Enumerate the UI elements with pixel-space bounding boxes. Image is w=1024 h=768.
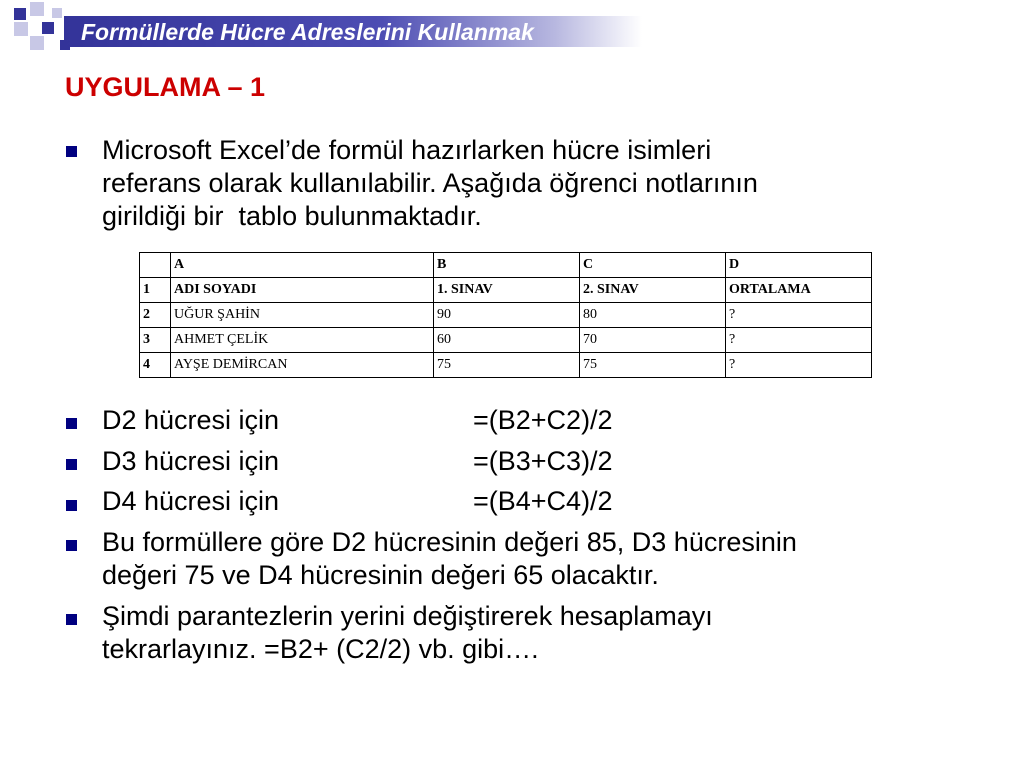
- column-header-b: B: [434, 253, 580, 278]
- table-cell: 80: [580, 303, 726, 328]
- formula-label: D4 hücresi için: [102, 486, 280, 516]
- table-corner-cell: [140, 253, 171, 278]
- table-cell: UĞUR ŞAHİN: [171, 303, 434, 328]
- table-cell: ORTALAMA: [726, 278, 872, 303]
- intro-line-2: referans olarak kullanılabilir. Aşağıda öğrenci notlarının: [102, 168, 758, 198]
- table-row: [140, 303, 872, 328]
- row-number: 4: [140, 353, 171, 378]
- table-row: [140, 353, 872, 378]
- table-cell: ?: [726, 353, 872, 378]
- formula-value: =(B2+C2)/2: [473, 405, 613, 435]
- table-cell: AHMET ÇELİK: [171, 328, 434, 353]
- table-cell: 1. SINAV: [434, 278, 580, 303]
- table-cell: ADI SOYADI: [171, 278, 434, 303]
- table-row: [140, 278, 872, 303]
- result-line-2: değeri 75 ve D4 hücresinin değeri 65 olacaktır.: [102, 560, 659, 590]
- table-cell: 60: [434, 328, 580, 353]
- table-row: [140, 328, 872, 353]
- column-header-d: D: [726, 253, 872, 278]
- table-cell: 75: [434, 353, 580, 378]
- task-line-1: Şimdi parantezlerin yerini değiştirerek hesaplamayı: [102, 601, 713, 631]
- column-header-c: C: [580, 253, 726, 278]
- intro-line-3: girildiği bir tablo bulunmaktadır.: [102, 201, 482, 231]
- slide-title: Formüllerde Hücre Adreslerini Kullanmak: [81, 19, 534, 45]
- row-number: 3: [140, 328, 171, 353]
- table-cell: 2. SINAV: [580, 278, 726, 303]
- grades-table: [139, 252, 872, 378]
- bullet-marker: [66, 540, 77, 551]
- bullet-marker: [66, 500, 77, 511]
- table-cell: 70: [580, 328, 726, 353]
- row-number: 2: [140, 303, 171, 328]
- column-header-a: A: [171, 253, 434, 278]
- formula-label: D3 hücresi için: [102, 446, 280, 476]
- table-cell: ?: [726, 303, 872, 328]
- bullet-marker: [66, 459, 77, 470]
- formula-value: =(B4+C4)/2: [473, 486, 613, 516]
- task-line-2: tekrarlayınız. =B2+ (C2/2) vb. gibi….: [102, 634, 539, 664]
- table-cell: AYŞE DEMİRCAN: [171, 353, 434, 378]
- intro-line-1: Microsoft Excel’de formül hazırlarken hücre isimleri: [102, 135, 712, 165]
- row-number: 1: [140, 278, 171, 303]
- table-cell: ?: [726, 328, 872, 353]
- table-header-row: [140, 253, 872, 278]
- result-line-1: Bu formüllere göre D2 hücresinin değeri 85, D3 hücresinin: [102, 527, 797, 557]
- table-cell: 75: [580, 353, 726, 378]
- bullet-marker: [66, 146, 77, 157]
- formula-label: D2 hücresi için: [102, 405, 280, 435]
- formula-value: =(B3+C3)/2: [473, 446, 613, 476]
- slide-heading: UYGULAMA – 1: [65, 72, 266, 102]
- bullet-marker: [66, 614, 77, 625]
- table-cell: 90: [434, 303, 580, 328]
- bullet-marker: [66, 418, 77, 429]
